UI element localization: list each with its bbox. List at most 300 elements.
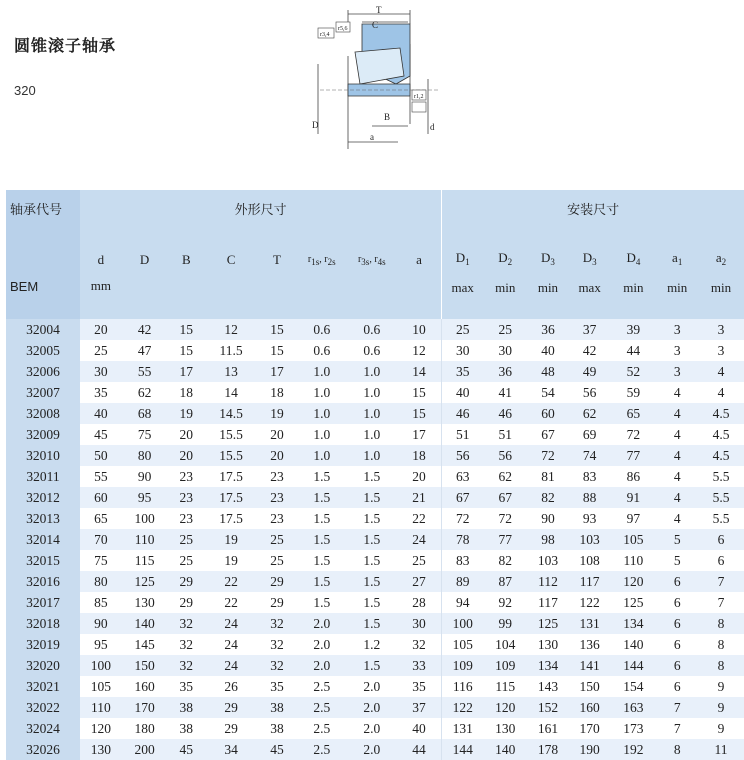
table-cell: 2.0 [347, 697, 397, 718]
table-cell: 18 [397, 445, 442, 466]
table-cell: 130 [80, 739, 122, 760]
table-cell: 8 [656, 739, 698, 760]
table-cell: 36 [527, 319, 569, 340]
table-cell: 23 [257, 466, 297, 487]
table-cell: 3 [698, 340, 744, 361]
table-cell: 35 [80, 382, 122, 403]
table-cell: 67 [483, 487, 527, 508]
table-cell: 29 [168, 592, 206, 613]
table-cell: 24 [205, 655, 257, 676]
table-cell: 56 [569, 382, 611, 403]
table-cell: 103 [527, 550, 569, 571]
table-cell: 29 [205, 697, 257, 718]
table-cell: 117 [527, 592, 569, 613]
table-cell: 1.5 [297, 466, 347, 487]
table-cell: 65 [610, 403, 656, 424]
page-title: 圆锥滚子轴承 [14, 36, 117, 55]
table-cell: 200 [122, 739, 168, 760]
bearing-code-cell: 32009 [6, 424, 80, 445]
table-cell: 1.5 [347, 529, 397, 550]
table-cell: 55 [80, 466, 122, 487]
diagram-label-r56: r5,6 [338, 26, 348, 32]
table-cell: 36 [483, 361, 527, 382]
table-cell: 17 [397, 424, 442, 445]
table-cell: 89 [442, 571, 484, 592]
table-row [6, 613, 744, 634]
bearing-code-cell: 32018 [6, 613, 80, 634]
table-cell: 86 [610, 466, 656, 487]
table-cell: 40 [442, 382, 484, 403]
header-col-D3-min: $D_3$ min [527, 227, 569, 319]
table-cell: 2.0 [347, 718, 397, 739]
table-cell: 12 [205, 319, 257, 340]
table-cell: 9 [698, 718, 744, 739]
table-row [6, 466, 744, 487]
table-cell: 45 [80, 424, 122, 445]
table-cell: 60 [527, 403, 569, 424]
table-cell: 90 [80, 613, 122, 634]
table-cell: 1.5 [297, 487, 347, 508]
bearing-code-cell: 32024 [6, 718, 80, 739]
table-cell: 1.0 [347, 382, 397, 403]
diagram-label-a: a [370, 132, 374, 142]
table-cell: 72 [610, 424, 656, 445]
table-cell: 37 [569, 319, 611, 340]
table-cell: 108 [569, 550, 611, 571]
table-cell: 4 [656, 445, 698, 466]
table-cell: 65 [80, 508, 122, 529]
table-cell: 23 [168, 508, 206, 529]
table-cell: 93 [569, 508, 611, 529]
table-cell: 140 [122, 613, 168, 634]
table-cell: 25 [397, 550, 442, 571]
table-cell: 109 [442, 655, 484, 676]
table-cell: 1.5 [347, 655, 397, 676]
table-cell: 1.5 [347, 571, 397, 592]
table-cell: 105 [80, 676, 122, 697]
table-cell: 99 [483, 613, 527, 634]
table-cell: 29 [257, 571, 297, 592]
table-cell: 19 [205, 529, 257, 550]
table-cell: 150 [569, 676, 611, 697]
table-cell: 14.5 [205, 403, 257, 424]
bearing-code-cell: 32004 [6, 319, 80, 340]
table-cell: 85 [80, 592, 122, 613]
table-cell: 2.0 [297, 634, 347, 655]
table-cell: 20 [168, 424, 206, 445]
table-cell: 25 [257, 529, 297, 550]
table-cell: 2.0 [297, 613, 347, 634]
table-row [6, 319, 744, 340]
table-cell: 160 [569, 697, 611, 718]
table-cell: 60 [80, 487, 122, 508]
table-cell: 70 [80, 529, 122, 550]
table-cell: 26 [205, 676, 257, 697]
table-cell: 56 [483, 445, 527, 466]
table-row [6, 550, 744, 571]
table-cell: 32 [257, 613, 297, 634]
table-cell: 130 [122, 592, 168, 613]
header-col-D3-max: $D_3$ max [569, 227, 611, 319]
table-cell: 17.5 [205, 508, 257, 529]
table-cell: 35 [397, 676, 442, 697]
table-cell: 4 [656, 508, 698, 529]
table-cell: 8 [698, 613, 744, 634]
table-cell: 115 [483, 676, 527, 697]
table-cell: 130 [527, 634, 569, 655]
header-col-d: d mm [80, 227, 122, 319]
table-cell: 47 [122, 340, 168, 361]
table-cell: 27 [397, 571, 442, 592]
table-cell: 41 [483, 382, 527, 403]
table-cell: 1.0 [297, 403, 347, 424]
table-cell: 122 [569, 592, 611, 613]
table-cell: 90 [122, 466, 168, 487]
table-cell: 117 [569, 571, 611, 592]
table-cell: 77 [610, 445, 656, 466]
table-cell: 6 [656, 592, 698, 613]
table-cell: 72 [442, 508, 484, 529]
table-cell: 110 [122, 529, 168, 550]
table-cell: 4 [656, 403, 698, 424]
table-cell: 54 [527, 382, 569, 403]
table-cell: 8 [698, 655, 744, 676]
bearing-code-cell: 32021 [6, 676, 80, 697]
table-cell: 15 [397, 382, 442, 403]
table-cell: 105 [610, 529, 656, 550]
table-row [6, 571, 744, 592]
table-cell: 72 [527, 445, 569, 466]
table-cell: 100 [122, 508, 168, 529]
table-cell: 136 [569, 634, 611, 655]
table-cell: 82 [483, 550, 527, 571]
table-cell: 51 [483, 424, 527, 445]
table-cell: 6 [656, 634, 698, 655]
table-header-column-row [6, 227, 744, 319]
table-cell: 95 [122, 487, 168, 508]
table-cell: 17.5 [205, 466, 257, 487]
table-cell: 56 [442, 445, 484, 466]
table-cell: 144 [610, 655, 656, 676]
table-cell: 23 [257, 487, 297, 508]
header-col-r34: $r_{3s}$, $r_{4s}$ [347, 227, 397, 319]
table-row [6, 718, 744, 739]
table-cell: 68 [122, 403, 168, 424]
table-cell: 9 [698, 676, 744, 697]
table-row [6, 655, 744, 676]
table-cell: 105 [442, 634, 484, 655]
table-cell: 1.5 [297, 529, 347, 550]
table-cell: 75 [80, 550, 122, 571]
table-cell: 67 [527, 424, 569, 445]
table-cell: 4 [656, 487, 698, 508]
header-installation-dimensions: 安装尺寸 [442, 190, 744, 227]
bearing-code-cell: 32019 [6, 634, 80, 655]
table-cell: 25 [80, 340, 122, 361]
table-cell: 37 [397, 697, 442, 718]
table-cell: 4 [656, 466, 698, 487]
table-cell: 4 [656, 382, 698, 403]
table-cell: 3 [656, 340, 698, 361]
table-cell: 161 [527, 718, 569, 739]
table-cell: 1.5 [297, 508, 347, 529]
bearing-code-cell: 32006 [6, 361, 80, 382]
table-cell: 5.5 [698, 508, 744, 529]
table-cell: 5.5 [698, 487, 744, 508]
table-cell: 51 [442, 424, 484, 445]
table-cell: 35 [442, 361, 484, 382]
table-cell: 80 [122, 445, 168, 466]
table-cell: 62 [122, 382, 168, 403]
table-cell: 17.5 [205, 487, 257, 508]
table-cell: 110 [80, 697, 122, 718]
table-cell: 115 [122, 550, 168, 571]
bearing-code-cell: 32007 [6, 382, 80, 403]
header-col-a: a [397, 227, 442, 319]
table-cell: 154 [610, 676, 656, 697]
table-cell: 1.0 [297, 424, 347, 445]
diagram-label-r12: r1,2 [414, 94, 424, 100]
table-cell: 19 [168, 403, 206, 424]
diagram-label-r34: r3,4 [320, 32, 330, 38]
table-cell: 50 [80, 445, 122, 466]
table-cell: 20 [80, 319, 122, 340]
table-cell: 32 [168, 634, 206, 655]
table-cell: 15 [257, 340, 297, 361]
table-row [6, 697, 744, 718]
diagram-label-D: D [312, 120, 319, 130]
table-cell: 62 [569, 403, 611, 424]
bearing-diagram [300, 4, 450, 154]
table-cell: 6 [698, 550, 744, 571]
table-cell: 20 [257, 445, 297, 466]
series-label: 320 [14, 83, 36, 98]
table-cell: 30 [397, 613, 442, 634]
table-cell: 23 [168, 487, 206, 508]
table-cell: 1.0 [297, 382, 347, 403]
table-cell: 120 [483, 697, 527, 718]
table-row [6, 445, 744, 466]
table-cell: 170 [569, 718, 611, 739]
table-cell: 46 [442, 403, 484, 424]
bearing-code-cell: 32013 [6, 508, 80, 529]
table-row [6, 424, 744, 445]
header-col-a2: $a_2$ min [698, 227, 744, 319]
table-cell: 0.6 [297, 340, 347, 361]
table-cell: 25 [168, 529, 206, 550]
table-cell: 4.5 [698, 403, 744, 424]
table-cell: 23 [168, 466, 206, 487]
table-cell: 1.5 [297, 592, 347, 613]
table-row [6, 592, 744, 613]
table-cell: 21 [397, 487, 442, 508]
table-cell: 19 [257, 403, 297, 424]
table-cell: 1.5 [347, 508, 397, 529]
table-cell: 78 [442, 529, 484, 550]
table-cell: 1.2 [347, 634, 397, 655]
bearing-code-cell: 32011 [6, 466, 80, 487]
table-cell: 32 [257, 634, 297, 655]
bearing-code-cell: 32026 [6, 739, 80, 760]
table-cell: 1.0 [347, 403, 397, 424]
table-cell: 40 [397, 718, 442, 739]
table-cell: 32 [397, 634, 442, 655]
table-cell: 1.5 [347, 487, 397, 508]
diagram-label-C: C [372, 20, 379, 30]
table-cell: 29 [257, 592, 297, 613]
header-col-D1: $D_1$ max [442, 227, 484, 319]
table-cell: 38 [168, 718, 206, 739]
header-col-D: D [122, 227, 168, 319]
table-cell: 131 [569, 613, 611, 634]
header-col-D4: $D_4$ min [610, 227, 656, 319]
table-cell: 178 [527, 739, 569, 760]
table-cell: 14 [397, 361, 442, 382]
table-cell: 90 [527, 508, 569, 529]
table-cell: 152 [527, 697, 569, 718]
table-cell: 69 [569, 424, 611, 445]
table-cell: 87 [483, 571, 527, 592]
table-cell: 67 [442, 487, 484, 508]
table-cell: 9 [698, 697, 744, 718]
table-cell: 131 [442, 718, 484, 739]
table-cell: 141 [569, 655, 611, 676]
table-cell: 39 [610, 319, 656, 340]
table-cell: 125 [610, 592, 656, 613]
table-cell: 83 [569, 466, 611, 487]
table-cell: 63 [442, 466, 484, 487]
table-cell: 125 [122, 571, 168, 592]
header-bearing-code: 轴承代号 [6, 190, 80, 227]
table-cell: 1.5 [347, 613, 397, 634]
table-cell: 170 [122, 697, 168, 718]
table-cell: 4 [698, 361, 744, 382]
table-cell: 32 [257, 655, 297, 676]
table-cell: 0.6 [347, 340, 397, 361]
table-cell: 6 [656, 571, 698, 592]
table-cell: 15 [257, 319, 297, 340]
table-cell: 28 [397, 592, 442, 613]
table-cell: 8 [698, 634, 744, 655]
table-cell: 173 [610, 718, 656, 739]
table-cell: 15.5 [205, 445, 257, 466]
table-cell: 140 [610, 634, 656, 655]
bearing-spec-table [6, 190, 744, 760]
table-cell: 75 [122, 424, 168, 445]
table-cell: 2.5 [297, 697, 347, 718]
table-cell: 42 [569, 340, 611, 361]
table-cell: 5 [656, 550, 698, 571]
table-cell: 62 [483, 466, 527, 487]
table-cell: 32 [168, 613, 206, 634]
table-cell: 44 [610, 340, 656, 361]
table-cell: 25 [442, 319, 484, 340]
table-cell: 2.5 [297, 676, 347, 697]
table-cell: 0.6 [297, 319, 347, 340]
table-cell: 145 [122, 634, 168, 655]
table-cell: 82 [527, 487, 569, 508]
table-cell: 122 [442, 697, 484, 718]
table-cell: 6 [656, 676, 698, 697]
table-cell: 14 [205, 382, 257, 403]
table-cell: 40 [527, 340, 569, 361]
table-row [6, 634, 744, 655]
table-cell: 22 [397, 508, 442, 529]
bearing-code-cell: 32015 [6, 550, 80, 571]
bearing-code-cell: 32016 [6, 571, 80, 592]
header-outer-dimensions: 外形尺寸 [80, 190, 442, 227]
table-cell: 45 [257, 739, 297, 760]
table-cell: 144 [442, 739, 484, 760]
table-cell: 143 [527, 676, 569, 697]
table-cell: 116 [442, 676, 484, 697]
table-cell: 2.0 [297, 655, 347, 676]
table-cell: 35 [257, 676, 297, 697]
table-cell: 104 [483, 634, 527, 655]
table-cell: 13 [205, 361, 257, 382]
header-col-C: C [205, 227, 257, 319]
header-col-T: T [257, 227, 297, 319]
table-cell: 2.0 [347, 739, 397, 760]
table-cell: 25 [257, 550, 297, 571]
table-cell: 15 [168, 340, 206, 361]
table-cell: 17 [257, 361, 297, 382]
table-cell: 163 [610, 697, 656, 718]
table-cell: 17 [168, 361, 206, 382]
diagram-label-B: B [384, 112, 391, 122]
table-cell: 100 [442, 613, 484, 634]
table-cell: 100 [80, 655, 122, 676]
table-cell: 25 [483, 319, 527, 340]
table-cell: 109 [483, 655, 527, 676]
table-cell: 12 [397, 340, 442, 361]
table-cell: 4.5 [698, 424, 744, 445]
table-cell: 120 [80, 718, 122, 739]
bearing-code-cell: 32020 [6, 655, 80, 676]
table-cell: 74 [569, 445, 611, 466]
table-cell: 160 [122, 676, 168, 697]
table-cell: 11 [698, 739, 744, 760]
table-row [6, 508, 744, 529]
bearing-code-cell: 32014 [6, 529, 80, 550]
table-cell: 38 [168, 697, 206, 718]
table-cell: 46 [483, 403, 527, 424]
table-cell: 3 [656, 361, 698, 382]
table-cell: 80 [80, 571, 122, 592]
table-cell: 22 [205, 571, 257, 592]
table-cell: 1.5 [347, 550, 397, 571]
table-cell: 1.5 [347, 466, 397, 487]
table-cell: 1.0 [347, 445, 397, 466]
table-row [6, 340, 744, 361]
table-cell: 3 [656, 319, 698, 340]
table-row [6, 487, 744, 508]
table-cell: 81 [527, 466, 569, 487]
table-cell: 4 [698, 382, 744, 403]
table-cell: 1.0 [347, 361, 397, 382]
table-cell: 23 [257, 508, 297, 529]
bearing-code-cell: 32022 [6, 697, 80, 718]
table-cell: 24 [205, 634, 257, 655]
table-cell: 20 [397, 466, 442, 487]
table-cell: 92 [483, 592, 527, 613]
bearing-code-cell: 32008 [6, 403, 80, 424]
table-cell: 2.0 [347, 676, 397, 697]
table-cell: 49 [569, 361, 611, 382]
bearing-code-cell: 32017 [6, 592, 80, 613]
table-cell: 95 [80, 634, 122, 655]
table-cell: 20 [168, 445, 206, 466]
